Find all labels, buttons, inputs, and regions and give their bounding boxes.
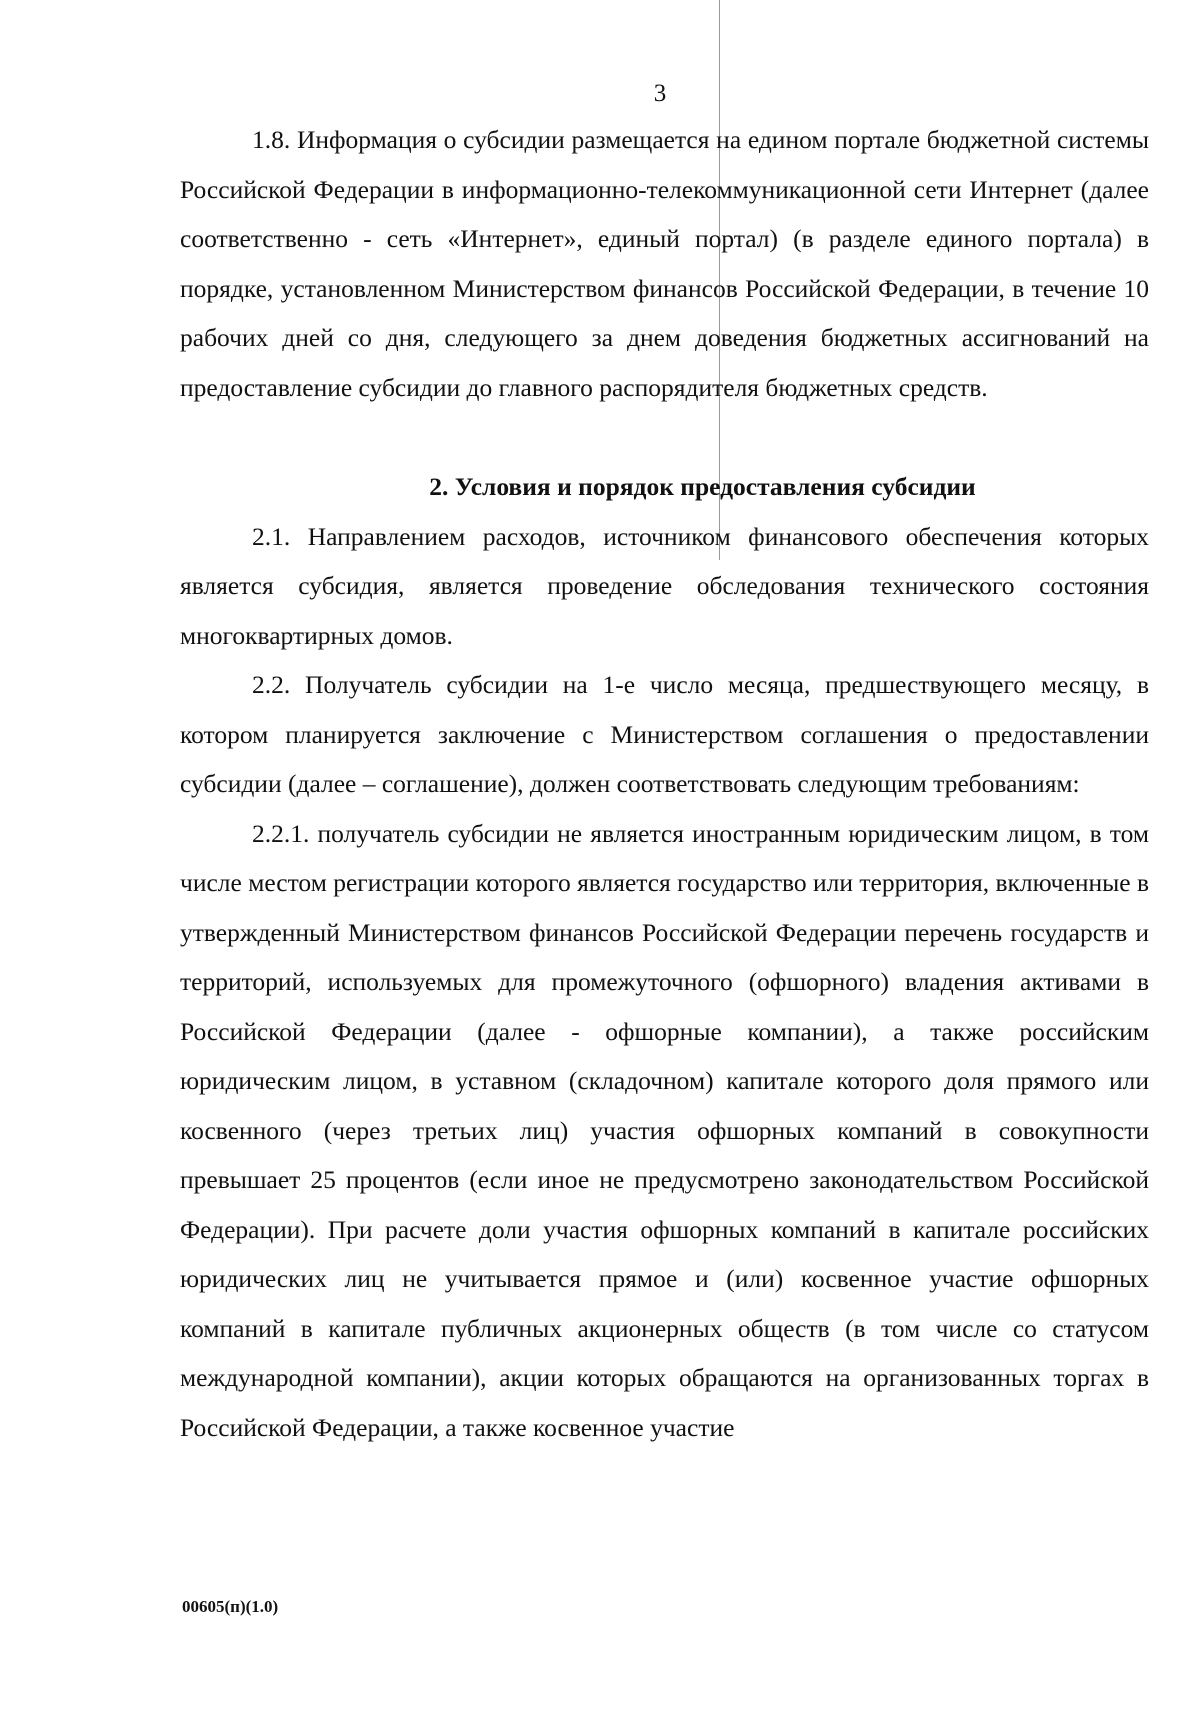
document-code-footer: 00605(п)(1.0): [182, 1597, 279, 1616]
paragraph-1-8: 1.8. Информация о субсидии размещается на едином портале бюджетной системы Российской Федерации в информационно-телекоммуникационной сети Интернет (далее соответственно - сеть «Интернет», единый портал) (в разделе единого портала) в порядке, установленном Министерством финансов Российской Федерации, в течение 10 рабочих дней со дня, следующего за днем доведения бюджетных ассигнований на предоставление субсидии до главного распорядителя бюджетных средств.: [180, 125, 1149, 402]
paragraph-2-2-1: 2.2.1. получатель субсидии не является иностранным юридическим лицом, в том числе местом регистрации которого является государство или территория, включенные в утвержденный Министерством финансов Российской Федерации перечень государств и территорий, используемых для промежуточного (офшорного) владения активами в Российской Федерации (далее - офшорные компании), а также российским юридическим лицом, в уставном (складочном) капитале которого доля прямого или косвенного (через третьих лиц) участия офшорных компаний в совокупности превышает 25 процентов (если иное не предусмотрено законодательством Российской Федерации). При расчете доли участия офшорных компаний в капитале российских юридических лиц не учитывается прямое и (или) косвенное участие офшорных компаний в капитале публичных акционерных обществ (в том числе со статусом международной компании), акции которых обращаются на организованных торгах в Российской Федерации, а также косвенное участие: [180, 818, 1149, 1442]
page-number: 3: [653, 80, 667, 107]
document-body: [180, 115, 1149, 1452]
section-2-heading: 2. Условия и порядок предоставления субсидии: [429, 472, 976, 501]
paragraph-2-1: 2.1. Направлением расходов, источником финансового обеспечения которых является субсидия, является проведение обследования технического состояния многоквартирных домов.: [180, 521, 1149, 650]
paragraph-2-2: 2.2. Получатель субсидии на 1-е число месяца, предшествующего месяцу, в котором планируется заключение с Министерством соглашения о предоставлении субсидии (далее – соглашение), должен соответствовать следующим требованиям:: [180, 670, 1149, 798]
